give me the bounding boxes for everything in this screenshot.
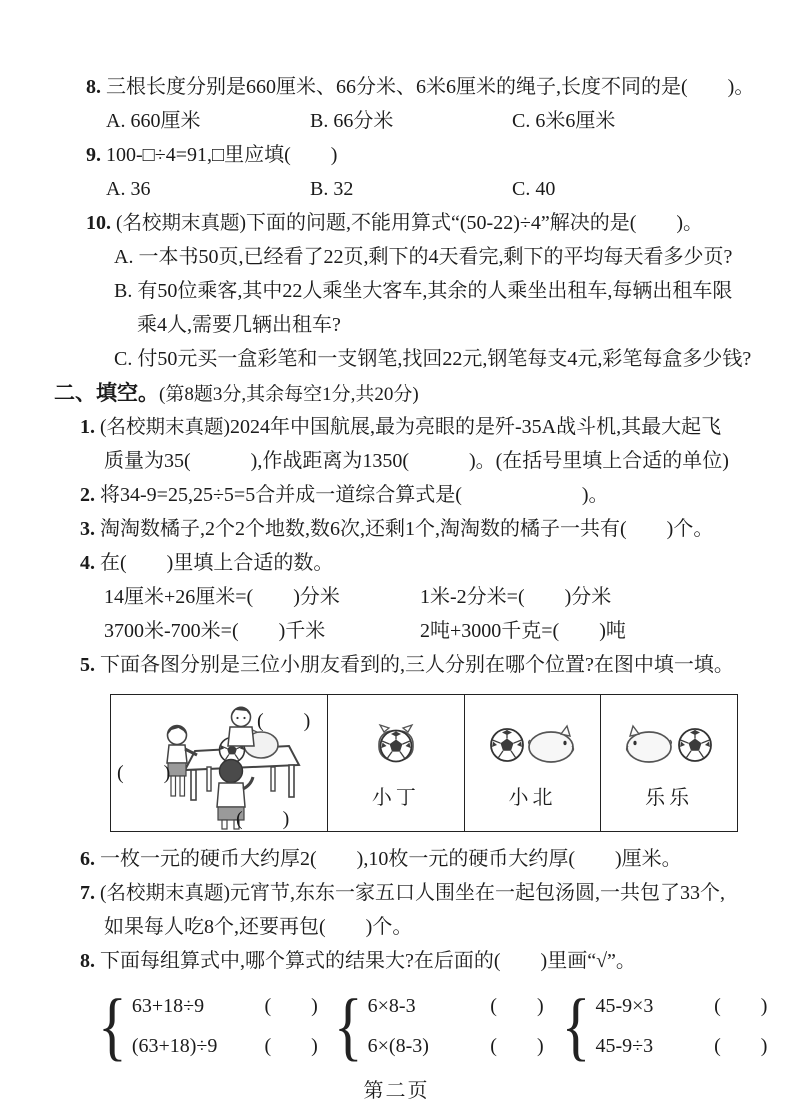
expression-row: [132, 986, 318, 1026]
expression-row: [368, 986, 544, 1026]
question-number: 7.: [80, 882, 95, 904]
expression-row: [595, 1026, 767, 1066]
answer-blank: ( ): [264, 995, 318, 1017]
question-text: 下面的问题,不能用算式“(50-22)÷4”解决的是( )。: [246, 212, 704, 234]
conversion-item: 1米-2分米=( )分米: [420, 586, 612, 608]
fill-question-4-row1: [0, 580, 793, 614]
scene-blank-bottom: ( ): [236, 808, 290, 830]
question-number: 10.: [86, 212, 111, 234]
fill-question-6: [0, 842, 793, 876]
question-number: 8.: [86, 76, 101, 98]
expression-group-3: [562, 984, 768, 1068]
conversion-item: 14厘米+26厘米=( )分米: [104, 586, 340, 608]
fill-question-4: [0, 546, 793, 580]
group-rows: [368, 986, 544, 1066]
section-title: 二、填空。: [54, 381, 159, 405]
fill-question-7: [0, 876, 793, 910]
table-leg: [207, 767, 211, 791]
fill-question-3: [0, 512, 793, 546]
answer-blank: ( ): [264, 1035, 318, 1057]
question-text: 将34-9=25,25÷5=5合并成一道综合算式是( )。: [100, 484, 609, 506]
answer-blank: ( ): [714, 1035, 768, 1057]
piggy-bank-icon: [528, 726, 573, 762]
option-c: C. 6米6厘米: [512, 110, 616, 132]
question-text: 下面每组算式中,哪个算式的结果大?在后面的( )里画“√”。: [100, 950, 636, 972]
viewer-name: 乐乐: [645, 787, 694, 809]
question-text: 2024年中国航展,最为亮眼的是歼-35A战斗机,其最大起飞: [230, 416, 722, 438]
question-text: 元宵节,东东一家五口人围坐在一起包汤圆,一共包了33个,: [230, 882, 725, 904]
question-10-option-c: C. 付50元买一盒彩笔和一支钢笔,找回22元,钢笔每支4元,彩笔每盒多少钱?: [114, 348, 752, 370]
answer-blank: ( ): [490, 1035, 544, 1057]
conversion-item: 2吨+3000千克=( )吨: [420, 620, 626, 642]
left-brace: {: [561, 983, 591, 1069]
question-text: 在( )里填上合适的数。: [100, 552, 334, 574]
expression: 6×(8-3): [367, 1035, 429, 1057]
question-8-expression-groups: [0, 984, 793, 1068]
figure-view-cell-xiaoding: [328, 695, 465, 831]
left-brace: {: [98, 983, 127, 1069]
question-number: 8.: [80, 950, 95, 972]
table-scene-illustration: [111, 695, 327, 830]
question-text: 淘淘数橘子,2个2个地数,数6次,还剩1个,淘淘数的橘子一共有( )个。: [100, 518, 714, 540]
option-c: C. 40: [512, 178, 556, 200]
option-b: B. 66分米: [310, 110, 394, 132]
question-10-option-b-line2: 乘4人,需要几辆出租车?: [137, 314, 341, 336]
fill-question-1-line2: 质量为35( ),作战距离为1350( )。(在括号里填上合适的单位): [104, 450, 729, 472]
expression: 45-9×3: [595, 995, 654, 1017]
question-text: 一枚一元的硬币大约厚2( ),10枚一元的硬币大约厚( )厘米。: [100, 848, 682, 870]
viewer-name: 小丁: [371, 787, 420, 809]
answer-blank: ( ): [490, 995, 544, 1017]
question-text: 下面各图分别是三位小朋友看到的,三人分别在哪个位置?在图中填一填。: [100, 654, 734, 676]
expression: (63+18)÷9: [131, 1035, 218, 1057]
question-text: 100-□÷4=91,□里应填( ): [106, 144, 338, 166]
view-icons: [487, 721, 579, 767]
question-number: 2.: [80, 484, 95, 506]
question-number: 5.: [80, 654, 95, 676]
question-number: 9.: [86, 144, 101, 166]
expression-row: [132, 1026, 318, 1066]
child-top: [228, 707, 254, 747]
table-leg: [289, 765, 294, 797]
expression: 45-9÷3: [595, 1035, 654, 1057]
question-number: 1.: [80, 416, 95, 438]
option-a: A. 36: [106, 178, 151, 200]
figure-view-cell-lele: [601, 695, 737, 831]
conversion-item: 3700米-700米=( )千米: [104, 620, 326, 642]
question-10: [0, 206, 793, 240]
page-number: 第二页: [363, 1080, 430, 1102]
expression: 63+18÷9: [131, 995, 205, 1017]
viewer-name: 小北: [508, 787, 557, 809]
expression: 6×8-3: [367, 995, 416, 1017]
question-5-figure: [110, 694, 738, 832]
option-a: A. 660厘米: [106, 110, 201, 132]
question-8-options: [0, 104, 793, 138]
expression-row: [595, 986, 767, 1026]
option-b: B. 32: [310, 178, 354, 200]
question-tag: (名校期末真题): [116, 213, 246, 234]
question-8: [0, 70, 793, 104]
table-leg: [271, 767, 275, 791]
question-text: 三根长度分别是660厘米、66分米、6米6厘米的绳子,长度不同的是( )。: [106, 76, 755, 98]
fill-question-4-row2: [0, 614, 793, 648]
fill-question-1: [0, 410, 793, 444]
scene-blank-top: ( ): [257, 710, 311, 732]
question-10-option-b-line1: B. 有50位乘客,其中22人乘坐大客车,其余的人乘坐出租车,每辆出租车限: [114, 280, 733, 302]
question-tag: (名校期末真题): [100, 883, 230, 904]
ball-and-piggy-icon: [487, 722, 579, 766]
ball-in-front-of-piggy-icon: [374, 722, 418, 766]
question-number: 3.: [80, 518, 95, 540]
question-number: 6.: [80, 848, 95, 870]
figure-view-cell-xiaobei: [465, 695, 602, 831]
answer-blank: ( ): [714, 995, 768, 1017]
question-10-option-a: A. 一本书50页,已经看了22页,剩下的4天看完,剩下的平均每天看多少页?: [114, 246, 733, 268]
group-rows: [132, 986, 318, 1066]
section-note: (第8题3分,其余每空1分,共20分): [159, 384, 419, 405]
fill-question-2: [0, 478, 793, 512]
question-number: 4.: [80, 552, 95, 574]
question-9-options: [0, 172, 793, 206]
soccer-ball-icon: [491, 729, 523, 761]
piggy-bank-icon: [627, 726, 672, 762]
group-rows: [595, 986, 767, 1066]
piggy-and-ball-icon: [621, 722, 717, 766]
table-leg: [191, 770, 196, 800]
view-icons: [374, 721, 418, 767]
expression-group-2: [334, 984, 544, 1068]
fill-question-7-line2: 如果每人吃8个,还要再包( )个。: [104, 916, 413, 938]
figure-scene-cell: [111, 695, 328, 831]
section-2-header: [0, 376, 793, 410]
soccer-ball-icon: [679, 729, 711, 761]
left-brace: {: [333, 983, 363, 1069]
scene-blank-left: ( ): [117, 762, 171, 784]
expression-group-1: [98, 984, 318, 1068]
question-tag: (名校期末真题): [100, 417, 230, 438]
view-icons: [621, 721, 717, 767]
expression-row: [368, 1026, 544, 1066]
question-9: [0, 138, 793, 172]
fill-question-5: [0, 648, 793, 682]
